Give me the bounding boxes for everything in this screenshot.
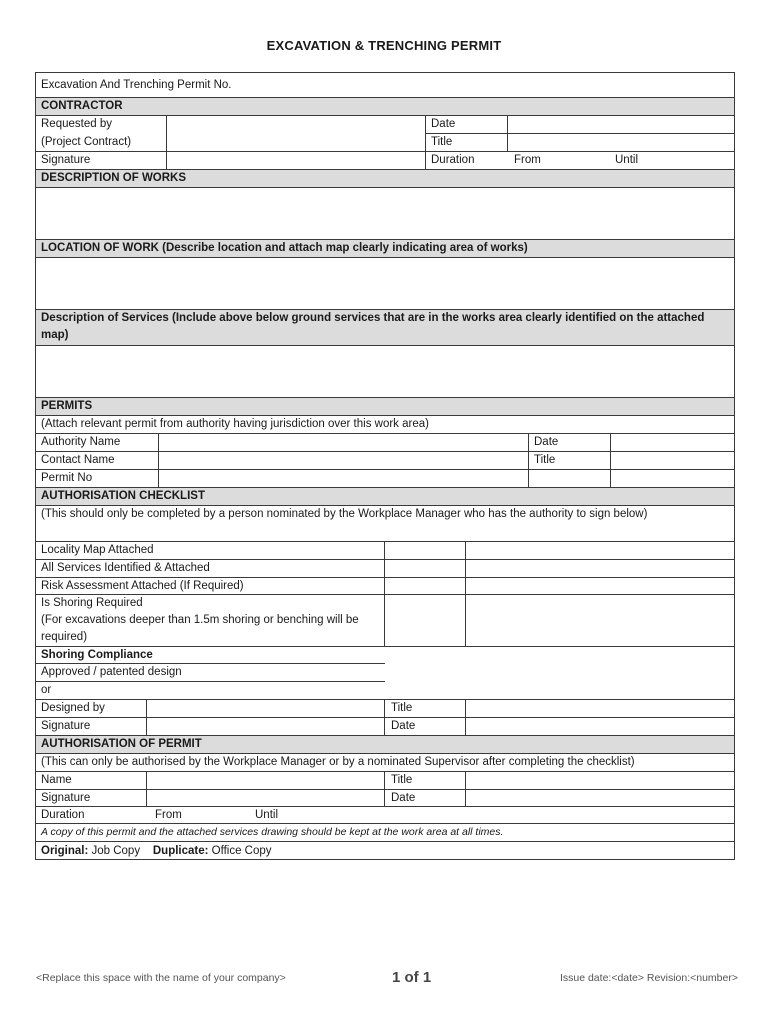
shoring-compliance-label: Shoring Compliance <box>41 649 153 661</box>
contractor-duration-label: Duration <box>431 154 475 166</box>
designed-by-field[interactable] <box>147 699 383 717</box>
checklist-check-field[interactable] <box>385 577 465 595</box>
requested-by-label: Requested by <box>41 118 112 130</box>
authorisation-name-field[interactable] <box>147 771 383 789</box>
checklist-check-field[interactable] <box>385 541 465 559</box>
authorisation-name-label: Name <box>41 774 72 786</box>
checklist-check-field[interactable] <box>385 559 465 577</box>
authorisation-note: (This can only be authorised by the Workplace Manager or by a nominated Supervisor after completing the checklist) <box>41 756 635 768</box>
contractor-from-label: From <box>514 154 541 166</box>
checklist-date-field[interactable] <box>466 717 734 735</box>
checklist-item: Risk Assessment Attached (If Required) <box>41 580 244 592</box>
copy-note: A copy of this permit and the attached services drawing should be kept at the work area at all times. <box>41 826 504 838</box>
issue-revision: Issue date:<date> Revision:<number> <box>559 972 738 984</box>
page-footer <box>0 970 768 990</box>
authorisation-signature-label: Signature <box>41 792 91 804</box>
shoring-required-label: Is Shoring Required <box>41 597 143 609</box>
checklist-title-label: Title <box>391 702 413 714</box>
original-value: Job Copy <box>91 845 141 857</box>
permits-note: (Attach relevant permit from authority having jurisdiction over this work area) <box>41 418 429 430</box>
checklist-signature-field[interactable] <box>147 717 383 735</box>
authorisation-date-field[interactable] <box>466 789 734 807</box>
checklist-item: All Services Identified & Attached <box>41 562 210 574</box>
description-of-works-header: DESCRIPTION OF WORKS <box>35 169 735 187</box>
contractor-date-label: Date <box>431 118 456 130</box>
approved-design-label: Approved / patented design <box>41 666 182 678</box>
contact-name-field[interactable] <box>159 451 527 469</box>
page-number: 1 of 1 <box>392 969 432 986</box>
contractor-until-label: Until <box>615 154 639 166</box>
location-of-work-field[interactable] <box>35 257 735 309</box>
project-contract-label: (Project Contract) <box>41 136 132 148</box>
location-of-work-header: LOCATION OF WORK (Describe location and attach map clearly indicating area of works) <box>35 239 735 257</box>
checklist-header: AUTHORISATION CHECKLIST <box>35 487 735 505</box>
designed-by-label: Designed by <box>41 702 105 714</box>
authorisation-until-label: Until <box>255 809 279 821</box>
authorisation-duration-label: Duration <box>41 809 85 821</box>
checklist-note: (This should only be completed by a person nominated by the Workplace Manager who has the authority to sign below) <box>41 508 648 520</box>
duplicate-label: Duplicate: <box>152 845 209 857</box>
company-placeholder: <Replace this space with the name of your company> <box>36 972 286 984</box>
permit-number-label: Excavation And Trenching Permit No. <box>41 79 232 91</box>
description-of-works-field[interactable] <box>35 187 735 239</box>
checklist-item: Locality Map Attached <box>41 544 154 556</box>
permits-header: PERMITS <box>35 397 735 415</box>
duplicate-value: Office Copy <box>211 845 272 857</box>
contractor-signature-field[interactable] <box>166 151 424 169</box>
authorisation-title-field[interactable] <box>466 771 734 789</box>
services-field[interactable] <box>35 345 735 397</box>
checklist-title-field[interactable] <box>466 699 734 717</box>
requested-by-field[interactable] <box>166 115 424 151</box>
permits-date-label: Date <box>534 436 559 448</box>
services-header: Description of Services (Include above below ground services that are in the works area clearly identified on the attached map) <box>35 309 735 345</box>
contractor-header: CONTRACTOR <box>35 97 735 115</box>
contractor-signature-label: Signature <box>41 154 91 166</box>
authorisation-title-label: Title <box>391 774 413 786</box>
permit-no-label: Permit No <box>41 472 93 484</box>
document-title: EXCAVATION & TRENCHING PERMIT <box>266 38 502 53</box>
authorisation-header: AUTHORISATION OF PERMIT <box>35 735 735 753</box>
permit-form <box>35 72 735 860</box>
original-label: Original: <box>41 845 89 857</box>
checklist-date-label: Date <box>391 720 416 732</box>
authorisation-date-label: Date <box>391 792 416 804</box>
shoring-required-field[interactable] <box>385 594 465 646</box>
permits-title-label: Title <box>534 454 556 466</box>
shoring-required-note: (For excavations deeper than 1.5m shoring or benching will be required) <box>41 614 359 643</box>
authorisation-from-label: From <box>155 809 182 821</box>
contractor-date-field[interactable] <box>508 115 734 133</box>
authorisation-signature-field[interactable] <box>147 789 383 807</box>
authority-name-field[interactable] <box>159 433 527 451</box>
permits-title-field[interactable] <box>611 451 734 469</box>
or-label: or <box>41 684 52 696</box>
checklist-signature-label: Signature <box>41 720 91 732</box>
authority-name-label: Authority Name <box>41 436 121 448</box>
contractor-title-label: Title <box>431 136 453 148</box>
permit-no-field[interactable] <box>159 469 527 487</box>
contractor-title-field[interactable] <box>508 133 734 151</box>
copy-distribution <box>35 842 735 860</box>
permits-date-field[interactable] <box>611 433 734 451</box>
contact-name-label: Contact Name <box>41 454 115 466</box>
